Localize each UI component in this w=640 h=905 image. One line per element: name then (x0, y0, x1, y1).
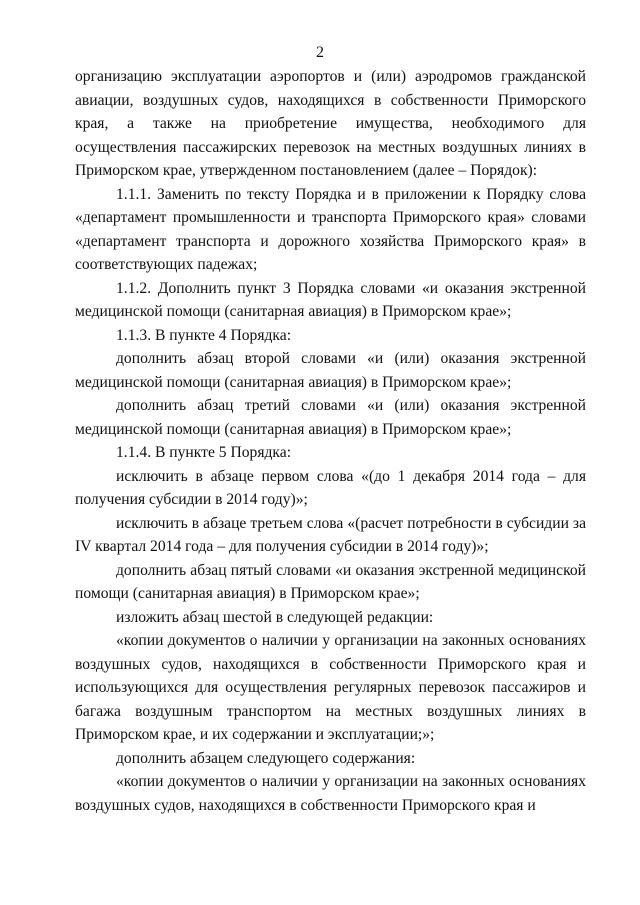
document-body (75, 65, 586, 817)
paragraph-1-1-3: 1.1.3. В пункте 4 Порядка: (116, 326, 292, 344)
paragraph-1-1-2: 1.1.2. Дополнить пункт 3 Порядка словами «и оказания экстренной медицинской помощи (санитарная авиация) в Приморском крае»; (75, 279, 586, 320)
page-number: 2 (316, 44, 324, 61)
paragraph-add-text: «копии документов о наличии у организации на законных основаниях воздушных судов, находящихся в собственности Приморского края и (75, 773, 586, 814)
paragraph-order-title-continuation: организацию эксплуатации аэропортов и (или) аэродромов гражданской авиации, воздушных судов, находящихся в собственности Приморского края, а также на приобретение имущества, необходимого для осуществления пассажирских перевозок на местных воздушных линиях в Приморском крае, утвержденном постановлением (далее – Порядок): (75, 68, 586, 179)
paragraph-point-5-third: исключить в абзаце третьем слова «(расчет потребности в субсидии за IV квартал 2014 года – для получения субсидии в 2014 году)»; (75, 514, 586, 555)
paragraph-add-intro: дополнить абзацем следующего содержания: (116, 749, 416, 767)
paragraph-point-5-sixth-text: «копии документов о наличии у организации на законных основаниях воздушных судов, находящихся в собственности Приморского края и использующихся для осуществления регулярных перевозок пассажиров и багажа воздушным транспортом на местных воздушных линиях в Приморском крае, и их содержании и эксплуатации;»; (75, 632, 586, 743)
paragraph-point-4-second: дополнить абзац второй словами «и (или) оказания экстренной медицинской помощи (санитарная авиация) в Приморском крае»; (75, 350, 586, 391)
paragraph-point-5-first: исключить в абзаце первом слова «(до 1 декабря 2014 года – для получения субсидии в 2014 году)»; (75, 467, 586, 508)
paragraph-1-1-1: 1.1.1. Заменить по тексту Порядка и в приложении к Порядку слова «департамент промышленности и транспорта Приморского края» словами «департамент транспорта и дорожного хозяйства Приморского края» в соответствующих падежах; (75, 185, 586, 273)
paragraph-point-5-sixth-intro: изложить абзац шестой в следующей редакции: (116, 608, 434, 626)
paragraph-point-5-fifth: дополнить абзац пятый словами «и оказания экстренной медицинской помощи (санитарная авиация) в Приморском крае»; (75, 561, 586, 602)
paragraph-1-1-4: 1.1.4. В пункте 5 Порядка: (116, 444, 292, 461)
paragraph-point-4-third: дополнить абзац третий словами «и (или) оказания экстренной медицинской помощи (санитарная авиация) в Приморском крае»; (75, 397, 586, 438)
